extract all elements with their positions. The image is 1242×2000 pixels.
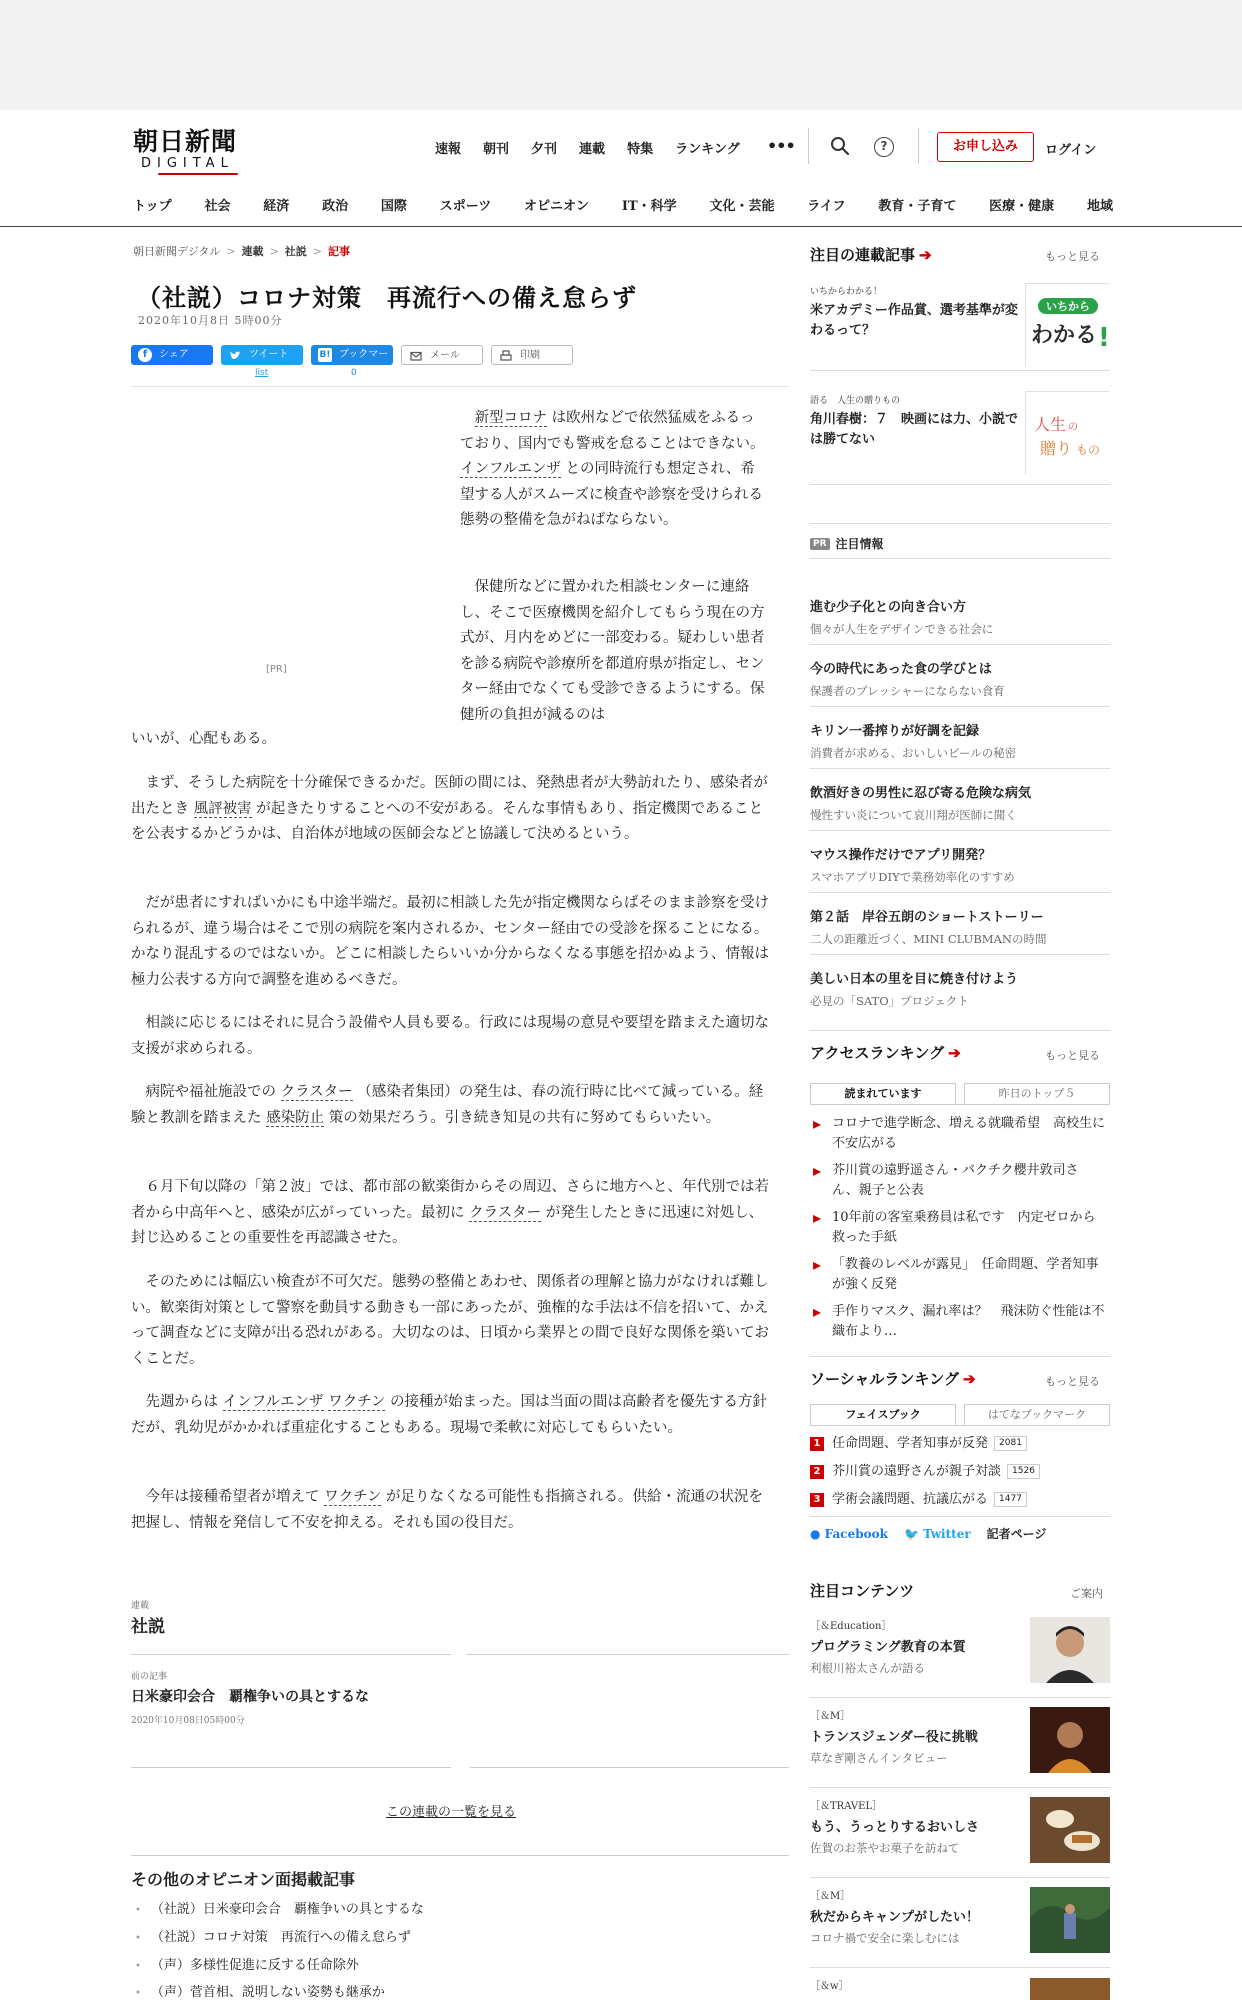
section-culture[interactable]: 文化・芸能 (709, 199, 775, 214)
keyword-link[interactable]: クラスター (280, 1084, 353, 1100)
pr-item[interactable] (810, 968, 1110, 1009)
content-category: ［＆M］ (810, 1891, 851, 1902)
featured-series-item[interactable] (810, 284, 1020, 341)
breadcrumb-separator: > (312, 244, 322, 258)
header-divider (918, 128, 919, 164)
pr-item-sub: 慢性すい炎について哀川翔が医師に聞く (810, 808, 1017, 822)
paragraph-text: が起きたりすることへの不安がある。そんな事情もあり、指定機関であることを公表するかどうかは、自治体が地域の医師会などと協議して決めるという。 (131, 800, 764, 842)
ranking-marker-icon: ▸ (812, 1161, 822, 1180)
content-thumbnail-camping[interactable] (1030, 1887, 1110, 1953)
paragraph-text: そのためには幅広い検査が不可欠だ。態勢の整備とあわせ、関係者の理解と協力がなければ難しい。歓楽街対策として警察を動員する動きも一部にあったが、強権的な手法は不信を招いて、かえって調査などに支障が出る恐れがある。大切なのは、日頃から業界との間で良好な関係を築いておくことだ。 (131, 1274, 769, 1367)
ranking-item[interactable] (810, 1255, 1105, 1295)
divider (810, 1967, 1110, 1968)
twitter-icon: 🐦 (903, 1526, 919, 1541)
divider (810, 954, 1110, 955)
share-count-badge: 1526 (1007, 1464, 1040, 1479)
social-ranking-item[interactable] (810, 1462, 1105, 1482)
section-society[interactable]: 社会 (204, 199, 231, 214)
divider (810, 768, 1110, 769)
featured-headline: 米アカデミー作品賞、選考基準が変わるって？ (810, 303, 1018, 338)
nav-ranking[interactable]: ランキング (675, 142, 740, 157)
pr-item-sub: スマホアプリDIYで業務効率化のすすめ (810, 870, 1015, 884)
paragraph-text: 先週からは (145, 1394, 223, 1410)
bullet: • (135, 1988, 141, 1999)
pr-item-sub: 消費者が求める、おいしいビールの秘密 (810, 746, 1017, 760)
breadcrumb-current: 記事 (328, 245, 350, 258)
divider (810, 1030, 1110, 1031)
svg-text:いちから: いちから (1046, 300, 1090, 313)
svg-text:わかる: わかる (1030, 323, 1098, 348)
section-politics[interactable]: 政治 (322, 199, 349, 214)
access-ranking-title (810, 1042, 961, 1063)
tab-yesterday-top5[interactable]: 昨日のトップ５ (964, 1083, 1110, 1105)
article-paragraph-continuation: いいが、心配もある。 (131, 731, 276, 747)
section-local[interactable]: 地域 (1086, 199, 1113, 214)
divider (810, 1787, 1110, 1788)
facebook-link-label: Facebook (824, 1526, 888, 1541)
search-icon[interactable] (830, 136, 850, 156)
divider (131, 1767, 451, 1768)
content-sub: 佐賀のお茶やお菓子を訪ねて (810, 1841, 960, 1855)
share-count-badge: 1477 (994, 1492, 1027, 1507)
content-thumbnail-partial[interactable] (1030, 1978, 1110, 2000)
rank-number: 1 (810, 1437, 824, 1451)
other-opinion-label: （社説）コロナ対策 再流行への備え怠らず (150, 1930, 411, 1945)
pr-item-title: 進む少子化との向き合い方 (810, 600, 967, 615)
more-icon[interactable]: ••• (767, 136, 795, 155)
pr-item[interactable] (810, 782, 1110, 823)
divider (810, 830, 1110, 831)
section-top[interactable]: トップ (133, 199, 172, 214)
other-opinion-label: （声）菅首相、説明しない姿勢も継承か (150, 1985, 385, 2000)
print-label: 印刷 (520, 350, 540, 361)
ranking-marker-icon: ▸ (812, 1255, 822, 1274)
mail-share-button[interactable] (401, 345, 483, 365)
svg-text:!: ! (1098, 323, 1110, 353)
article-paragraph (131, 1485, 771, 1536)
pr-item-title: 飲酒好きの男性に忍び寄る危険な病気 (810, 786, 1032, 801)
content-title: トランスジェンダー役に挑戦 (810, 1730, 978, 1745)
article-paragraph (131, 1390, 771, 1441)
article-paragraph (131, 771, 771, 848)
pr-badge: PR (810, 538, 830, 550)
facebook-icon: ● (810, 1526, 821, 1541)
tabs-divider (810, 1425, 1110, 1426)
hatena-bookmark-label: ブックマーク (339, 349, 389, 380)
keyword-link[interactable]: インフルエンザ (460, 461, 561, 477)
pr-item-title: マウス操作だけでアプリ開発？ (810, 848, 992, 863)
logo-sub: DIGITAL (141, 156, 234, 171)
twitter-count[interactable]: list (255, 368, 269, 378)
ranking-item-title: 「教養のレベルが露見」 任命問題、学者知事が強く反発 (832, 1257, 1099, 1292)
other-opinion-item[interactable] (135, 1954, 359, 1973)
svg-text:もの: もの (1076, 443, 1101, 457)
section-opinion[interactable]: オピニオン (524, 199, 590, 214)
article-date: 2020年10月8日 5時00分 (138, 314, 283, 327)
featured-more-link[interactable]: もっと見る (1045, 250, 1100, 263)
paragraph-text: との同時流行も想定され、希望する人がスムーズに検査や診察を受けられる態勢の整備を急がねばならない。 (460, 461, 764, 528)
paragraph-text: の接種が始まった。国は当面の間は高齢者を優先する方針だが、乳幼児がかかれば重症化することもある。現場で柔軟に対応してもらいたい。 (131, 1394, 768, 1436)
twitter-link-label: Twitter (923, 1526, 971, 1541)
pr-section-label (810, 535, 884, 552)
article-paragraph (131, 1011, 771, 1062)
pr-item[interactable] (810, 720, 1110, 761)
other-opinion-item[interactable] (135, 1898, 424, 1917)
contents-guide-link[interactable]: ご案内 (1070, 1587, 1103, 1600)
other-opinion-item[interactable] (135, 1926, 411, 1945)
featured-series-item[interactable] (810, 393, 1020, 450)
article-paragraph (131, 891, 771, 993)
divider (810, 706, 1110, 707)
featured-contents-title: 注目コンテンツ (810, 1582, 915, 1600)
inline-ad-slot[interactable] (131, 400, 431, 740)
divider (466, 1654, 789, 1655)
divider (810, 558, 1110, 559)
content-thumbnail-sweets[interactable] (1030, 1797, 1110, 1863)
keyword-link[interactable]: 感染防止 (266, 1109, 325, 1126)
tab-hatena-bookmark[interactable]: はてなブックマーク (964, 1404, 1110, 1426)
breadcrumb-series[interactable]: 連載 (241, 245, 264, 258)
header-divider (808, 128, 809, 164)
section-nav (133, 195, 1113, 214)
paragraph-text: が足りなくなる可能性も指摘される。供給・流通の状況を把握し、情報を発信して不安を抑える。それも国の役目だ。 (131, 1489, 763, 1531)
paragraph-text: 相談に応じるにはそれに見合う設備や人員も要る。行政には現場の意見や要望を踏まえた適切な支援が求められる。 (131, 1015, 769, 1057)
top-ad-banner (0, 0, 1242, 110)
paragraph-text: （感染者集団）の発生は、春の流行時に比べて減っている。経験と教訓を踏まえた (131, 1084, 764, 1126)
ranking-marker-icon: ▸ (812, 1208, 822, 1227)
divider (810, 644, 1110, 645)
social-ranking-item[interactable] (810, 1434, 1105, 1454)
divider (810, 1877, 1110, 1878)
ranking-item-title: 芥川賞の遠野遥さん・バクチク櫻井敦司さん、親子と公表 (832, 1163, 1079, 1198)
hatena-bookmark-icon: B! (319, 350, 331, 360)
logo-main: 朝日新聞 (133, 127, 238, 156)
rail-heading-text: アクセスランキング (810, 1044, 945, 1062)
help-icon[interactable]: ? (874, 137, 894, 157)
previous-article-link[interactable]: 日米豪印会合 覇権争いの具とするな (131, 1689, 369, 1705)
article-paragraph (460, 575, 766, 728)
bullet: • (135, 1905, 141, 1916)
ranking-marker-icon: ▸ (812, 1114, 822, 1133)
divider (470, 1767, 789, 1768)
article-paragraph (460, 406, 766, 534)
paragraph-text: が発生したときに迅速に対処し、封じ込めることの重要性を再認識させた。 (131, 1204, 764, 1246)
keyword-link[interactable]: ワクチン (324, 1489, 382, 1505)
svg-text:人生: 人生 (1034, 415, 1067, 434)
content-sub: 草なぎ剛さんインタビュー (810, 1751, 948, 1765)
featured-series-title (810, 244, 932, 265)
other-opinion-label: （声）多様性促進に反する任命除外 (150, 1958, 359, 1973)
featured-headline: 角川春樹：７ 映画には力、小説では勝てない (810, 412, 1019, 447)
paragraph-text: まず、そうした病院を十分確保できるかだ。医師の間には、発熱患者が大勢訪れたり、感染者が出たとき (131, 775, 768, 817)
breadcrumb (133, 243, 350, 259)
pr-item[interactable] (810, 596, 1110, 637)
mail-share-label: メール (430, 350, 460, 361)
subscribe-button[interactable]: お申し込み (937, 132, 1034, 162)
content-thumbnail-portrait[interactable] (1030, 1707, 1110, 1773)
ranking-item-title: 学術会議問題、抗議広がる (832, 1492, 989, 1507)
paragraph-text: 策の効果だろう。引き続き知見の共有に努めてもらいたい。 (324, 1109, 721, 1126)
hatena-bookmark-count[interactable]: 0 (351, 368, 357, 378)
share-count-badge: 2081 (994, 1436, 1027, 1451)
bullet: • (135, 1961, 141, 1972)
nav-breaking[interactable]: 速報 (435, 142, 462, 157)
ranking-item-title: 芥川賞の遠野さんが親子対談 (832, 1464, 1002, 1479)
ranking-marker-icon: ▸ (812, 1302, 822, 1321)
other-opinion-label: （社説）日米豪印会合 覇権争いの具とするな (150, 1902, 424, 1917)
content-thumbnail-person[interactable] (1030, 1617, 1110, 1683)
ranking-item[interactable] (810, 1302, 1105, 1342)
breadcrumb-home[interactable]: 朝日新聞デジタル (133, 245, 221, 258)
rail-heading-text: 注目の連載記事 (810, 246, 916, 264)
ad-label: [PR] (266, 664, 287, 675)
nav-morning[interactable]: 朝刊 (483, 142, 510, 157)
pr-heading: 注目情報 (835, 537, 884, 551)
tab-most-read[interactable]: 読まれています (810, 1083, 956, 1105)
paragraph-text: だが患者にすればいかにも中途半端だ。最初に相談した先が指定機関ならばそのまま診察を受けられるが、違う場合はそこで別の病院を案内されるか、センター経由での受診を探ることになる。かなり混乱するのではないか。どこに相談したらいいか分からなくなる事態を招かぬよう、情報は極力公表する方向で調整を進めるべきだ。 (131, 895, 769, 988)
article-paragraph (131, 1175, 771, 1252)
keyword-link[interactable]: クラスター (469, 1204, 542, 1221)
facebook-share-button[interactable] (131, 345, 213, 365)
facebook-link[interactable] (810, 1527, 888, 1541)
mail-icon (409, 349, 423, 363)
pr-item[interactable] (810, 906, 1110, 947)
paragraph-text: 保健所などに置かれた相談センターに連絡し、そこで医療機関を紹介してもらう現在の方式が、月内をめどに一部変わる。疑わしい患者を診る病院や診療所を都道府県が指定し、センター経由でなくても受診できるようにする。保健所の負担が減るのは (460, 579, 765, 723)
section-education[interactable]: 教育・子育て (878, 199, 957, 214)
social-more-link[interactable]: もっと見る (1045, 1375, 1100, 1388)
series-list-link[interactable]: この連載の一覧を見る (386, 1805, 517, 1820)
content-sub: コロナ禍で安全に楽しむには (810, 1931, 960, 1945)
section-life[interactable]: ライフ (807, 199, 846, 214)
divider (131, 1855, 789, 1856)
content-category: ［＆Education］ (810, 1621, 892, 1632)
ranking-item-title: 10年前の客室乗務員は私です 内定ゼロから救った手紙 (832, 1210, 1096, 1245)
article-title: （社説）コロナ対策 再流行への備え怠らず (137, 283, 637, 312)
ranking-item-title: コロナで進学断念、増える就職希望 高校生に不安広がる (832, 1116, 1106, 1151)
pr-item[interactable] (810, 844, 1110, 885)
ranking-item[interactable] (810, 1114, 1105, 1154)
divider (810, 892, 1110, 893)
twitter-link[interactable] (904, 1527, 971, 1541)
divider (810, 1697, 1110, 1698)
divider (810, 484, 1110, 485)
nav-features[interactable]: 特集 (627, 142, 654, 157)
paragraph-text: ６月下旬以降の「第２波」では、都市部の歓楽街からその周辺、さらに地方へと、年代別では若者から中高年へと、感染が広がっていった。最初に (131, 1179, 769, 1221)
keyword-link[interactable]: 新型コロナ (474, 410, 547, 426)
keyword-link[interactable]: ワクチン (328, 1394, 386, 1410)
printer-icon (499, 349, 513, 363)
breadcrumb-separator: > (269, 244, 279, 258)
divider (810, 370, 1110, 371)
primary-nav (435, 138, 762, 157)
featured-kicker: いちからわかる！ (810, 287, 883, 297)
breadcrumb-editorial[interactable]: 社説 (284, 245, 307, 258)
other-opinion-title: その他のオピニオン面掲載記事 (131, 1870, 356, 1889)
article-paragraph (131, 1270, 771, 1372)
pr-item-title: 第２話 岸谷五朗のショートストーリー (810, 910, 1044, 925)
social-links (810, 1525, 1046, 1542)
content-category: ［＆M］ (810, 1711, 851, 1722)
logo-swoosh (158, 173, 238, 175)
section-health[interactable]: 医療・健康 (989, 199, 1055, 214)
nav-evening[interactable]: 夕刊 (531, 142, 558, 157)
nav-series[interactable]: 連載 (579, 142, 606, 157)
ranking-item-title: 手作りマスク、漏れ率は？ 飛沫防ぐ性能は不織布より… (832, 1304, 1105, 1339)
arrow-right-icon[interactable]: ➔ (948, 1044, 961, 1062)
pr-item[interactable] (810, 658, 1110, 699)
social-ranking-item[interactable] (810, 1490, 1105, 1510)
ichikara-wakaru-thumbnail[interactable] (1025, 283, 1109, 367)
tabs-divider (810, 1104, 1110, 1105)
divider (810, 1516, 1110, 1517)
tab-facebook[interactable]: フェイスブック (810, 1404, 956, 1426)
svg-text:贈り: 贈り (1040, 439, 1073, 458)
section-international[interactable]: 国際 (380, 199, 407, 214)
ranking-item-title: 任命問題、学者知事が反発 (832, 1436, 989, 1451)
featured-kicker: 語る 人生の贈りもの (810, 396, 901, 406)
article-paragraph (131, 1080, 771, 1131)
previous-article-tag: 前の記事 (131, 1672, 168, 1682)
content-category: ［＆w］ (810, 1981, 849, 1992)
section-it-science[interactable]: IT・科学 (621, 199, 677, 214)
arrow-right-icon[interactable]: ➔ (919, 246, 932, 264)
social-ranking-title (810, 1368, 976, 1389)
paragraph-text: 病院や福祉施設での (145, 1084, 281, 1100)
access-more-link[interactable]: もっと見る (1045, 1049, 1100, 1062)
series-name[interactable]: 社説 (131, 1617, 165, 1637)
paragraph-text: は欧州などで依然猛威をふるっており、国内でも警戒を怠ることはできない。 (460, 410, 765, 452)
series-tag: 連載 (131, 1601, 150, 1611)
twitter-icon (228, 348, 242, 362)
keyword-link[interactable]: インフルエンザ (222, 1394, 324, 1410)
pr-item-sub: 保護者のプレッシャーにならない食育 (810, 684, 1005, 698)
svg-text:の: の (1068, 422, 1078, 433)
content-category: ［＆TRAVEL］ (810, 1801, 883, 1812)
arrow-right-icon[interactable]: ➔ (962, 1370, 976, 1388)
breadcrumb-separator: > (226, 244, 236, 258)
bullet: • (135, 1933, 141, 1944)
ranking-item[interactable] (810, 1161, 1105, 1201)
other-opinion-item[interactable] (135, 1981, 385, 2000)
pr-item-sub: 必見の「SATO」プロジェクト (810, 994, 969, 1008)
twitter-share-label: ツイート (249, 349, 289, 360)
rank-number: 3 (810, 1493, 824, 1507)
rank-number: 2 (810, 1465, 824, 1479)
rail-heading-text: ソーシャルランキング (810, 1370, 959, 1388)
nav-divider (0, 226, 1242, 227)
reporter-page-link[interactable]: 記者ページ (986, 1527, 1047, 1541)
login-link[interactable]: ログイン (1045, 143, 1097, 158)
facebook-share-label: シェア (159, 349, 189, 360)
content-title: 秋だからキャンプがしたい！ (810, 1910, 980, 1925)
pr-item-title: 美しい日本の里を目に焼き付けよう (810, 972, 1019, 987)
divider (810, 1356, 1110, 1357)
twitter-share-button[interactable] (221, 345, 303, 365)
divider (810, 523, 1110, 524)
share-divider (131, 386, 789, 387)
content-sub: 利根川裕太さんが語る (810, 1661, 925, 1675)
site-logo[interactable] (133, 122, 263, 175)
pr-item-title: キリン一番搾りが好調を記録 (810, 724, 980, 739)
pr-item-sub: 二人の距離近づく、MINI CLUBMANの時間 (810, 932, 1047, 946)
previous-article-date: 2020年10月08日05時00分 (131, 1716, 245, 1726)
keyword-link[interactable]: 風評被害 (193, 800, 252, 817)
section-sports[interactable]: スポーツ (439, 199, 492, 214)
content-title: プログラミング教育の本質 (810, 1640, 966, 1655)
hatena-bookmark-button[interactable] (311, 345, 393, 380)
social-ranking-tabs (810, 1404, 1110, 1426)
access-ranking-tabs (810, 1083, 1110, 1105)
section-economy[interactable]: 経済 (263, 199, 290, 214)
print-button[interactable] (491, 345, 573, 365)
pr-item-sub: 個々が人生をデザインできる社会に (810, 622, 994, 636)
paragraph-text: 今年は接種希望者が増えて (145, 1489, 325, 1505)
facebook-icon: f (138, 348, 152, 362)
content-title: もう、うっとりするおいしさ (810, 1820, 980, 1835)
pr-item-title: 今の時代にあった食の学びとは (810, 662, 992, 677)
ranking-item[interactable] (810, 1208, 1105, 1248)
jinsei-no-okurimono-thumbnail[interactable] (1025, 391, 1109, 475)
divider (131, 1654, 451, 1655)
